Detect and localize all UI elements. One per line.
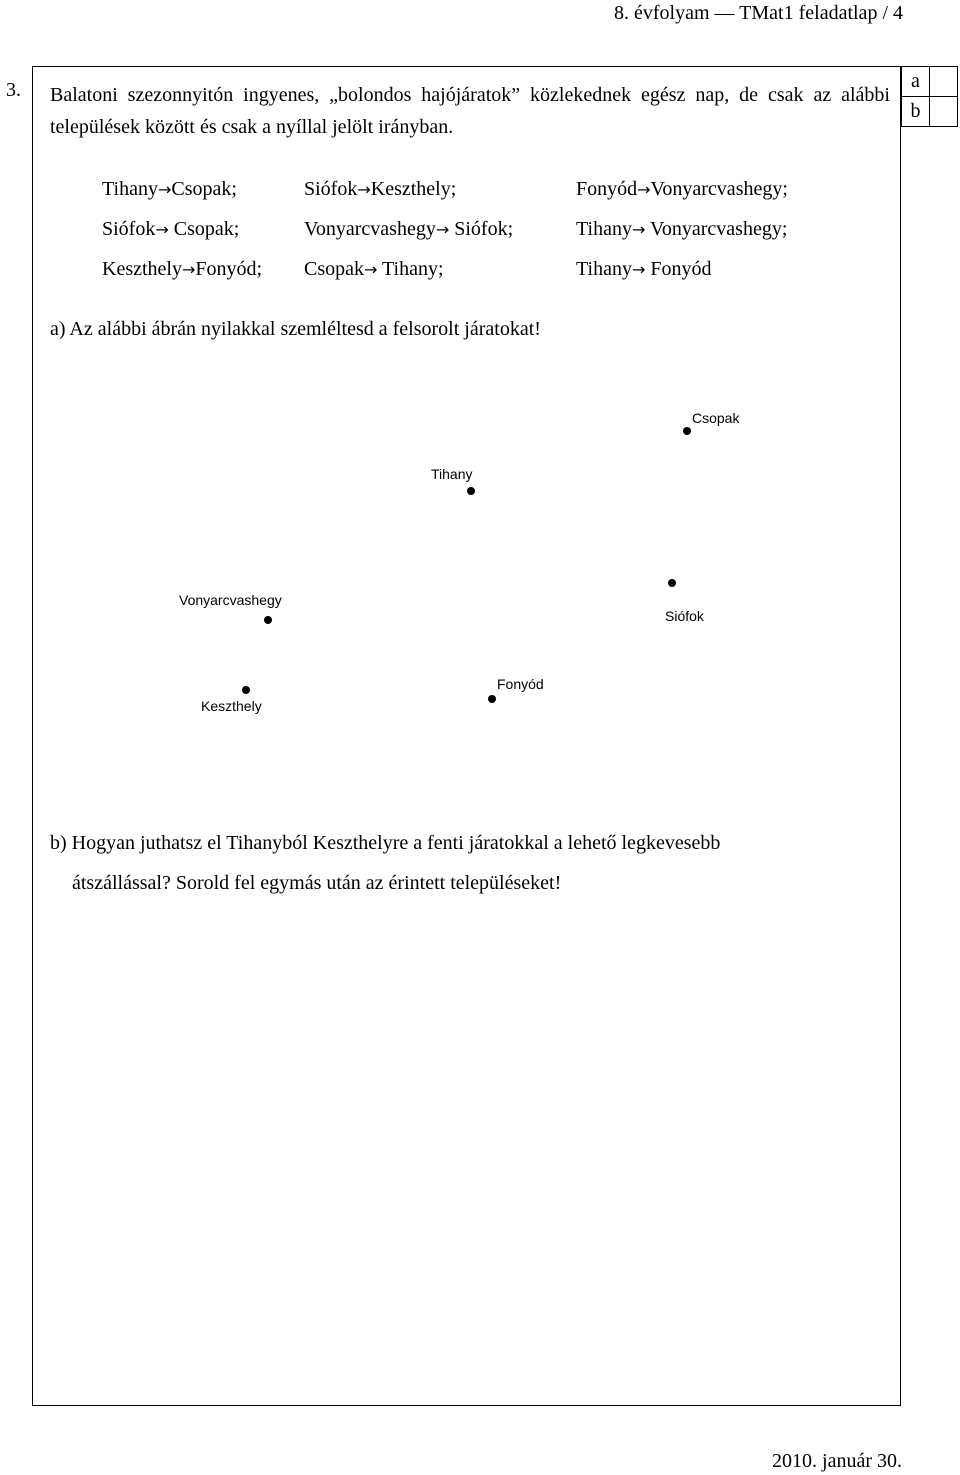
place-label-csopak: Csopak bbox=[692, 410, 740, 426]
route-item bbox=[304, 258, 444, 281]
route-item bbox=[102, 258, 262, 281]
route-item bbox=[102, 178, 237, 201]
route-from: Vonyarcvashegy bbox=[304, 218, 436, 240]
route-from: Fonyód bbox=[576, 178, 638, 200]
place-label-vonyarcvashegy: Vonyarcvashegy bbox=[179, 592, 282, 608]
right-arrow-icon: → bbox=[637, 180, 651, 199]
route-item bbox=[576, 178, 788, 201]
place-label-siofok: Siófok bbox=[665, 608, 704, 624]
right-arrow-icon: → bbox=[435, 220, 450, 239]
place-dot-csopak bbox=[683, 427, 691, 435]
route-to: Vonyarcvashegy; bbox=[650, 178, 788, 200]
right-arrow-icon: → bbox=[631, 220, 646, 239]
route-to: Keszthely; bbox=[370, 178, 457, 200]
route-from: Tihany bbox=[576, 218, 632, 240]
score-cell-a-label: a bbox=[901, 66, 930, 97]
route-to: Csopak; bbox=[171, 178, 237, 200]
route-item bbox=[304, 218, 513, 241]
route-to: Csopak; bbox=[168, 218, 240, 240]
route-to: Vonyarcvashegy; bbox=[645, 218, 788, 240]
route-to: Fonyód bbox=[645, 258, 712, 280]
score-cell-b[interactable] bbox=[929, 96, 958, 127]
question-b-line-1: b) Hogyan juthatsz el Tihanyból Keszthelyre a fenti járatokkal a lehető legkevesebb bbox=[50, 832, 721, 854]
place-label-tihany: Tihany bbox=[431, 466, 473, 482]
route-to: Fonyód; bbox=[195, 258, 263, 280]
place-dot-siofok bbox=[668, 579, 676, 587]
task-number: 3. bbox=[6, 79, 21, 101]
page-header: 8. évfolyam — TMat1 feladatlap / 4 bbox=[614, 2, 903, 24]
question-b-line-2: átszállással? Sorold fel egymás után az érintett településeket! bbox=[72, 872, 562, 894]
score-cell-a[interactable] bbox=[929, 66, 958, 97]
task-intro: Balatoni szezonnyitón ingyenes, „bolondos hajójáratok” közlekednek egész nap, de csak az alábbi települések között és csak a nyíllal jelölt irányban. bbox=[50, 84, 890, 138]
place-label-keszthely: Keszthely bbox=[201, 698, 262, 714]
route-from: Siófok bbox=[102, 218, 156, 240]
page-footer-date: 2010. január 30. bbox=[772, 1450, 902, 1472]
place-dot-keszthely bbox=[242, 686, 250, 694]
route-from: Siófok bbox=[304, 178, 358, 200]
right-arrow-icon: → bbox=[157, 180, 172, 199]
right-arrow-icon: → bbox=[357, 180, 371, 199]
route-item bbox=[102, 218, 239, 241]
right-arrow-icon: → bbox=[631, 260, 646, 279]
score-cell-b-label: b bbox=[901, 96, 930, 127]
route-map[interactable] bbox=[160, 400, 780, 730]
route-to: Siófok; bbox=[449, 218, 514, 240]
place-dot-vonyarcvashegy bbox=[264, 616, 272, 624]
route-from: Tihany bbox=[576, 258, 632, 280]
place-dot-fonyod bbox=[488, 695, 496, 703]
map-canvas bbox=[160, 400, 780, 730]
place-label-fonyod: Fonyód bbox=[497, 676, 544, 692]
route-item bbox=[576, 258, 711, 281]
place-dot-tihany bbox=[467, 487, 475, 495]
route-from: Csopak bbox=[304, 258, 364, 280]
score-box bbox=[901, 66, 958, 128]
right-arrow-icon: → bbox=[364, 260, 378, 279]
route-from: Tihany bbox=[102, 178, 158, 200]
right-arrow-icon: → bbox=[155, 220, 169, 239]
route-item bbox=[304, 178, 456, 201]
question-a: a) Az alábbi ábrán nyilakkal szemléltesd a felsorolt járatokat! bbox=[50, 318, 541, 340]
route-item bbox=[576, 218, 787, 241]
route-to: Tihany; bbox=[377, 258, 444, 280]
route-from: Keszthely bbox=[102, 258, 182, 280]
right-arrow-icon: → bbox=[181, 260, 196, 279]
